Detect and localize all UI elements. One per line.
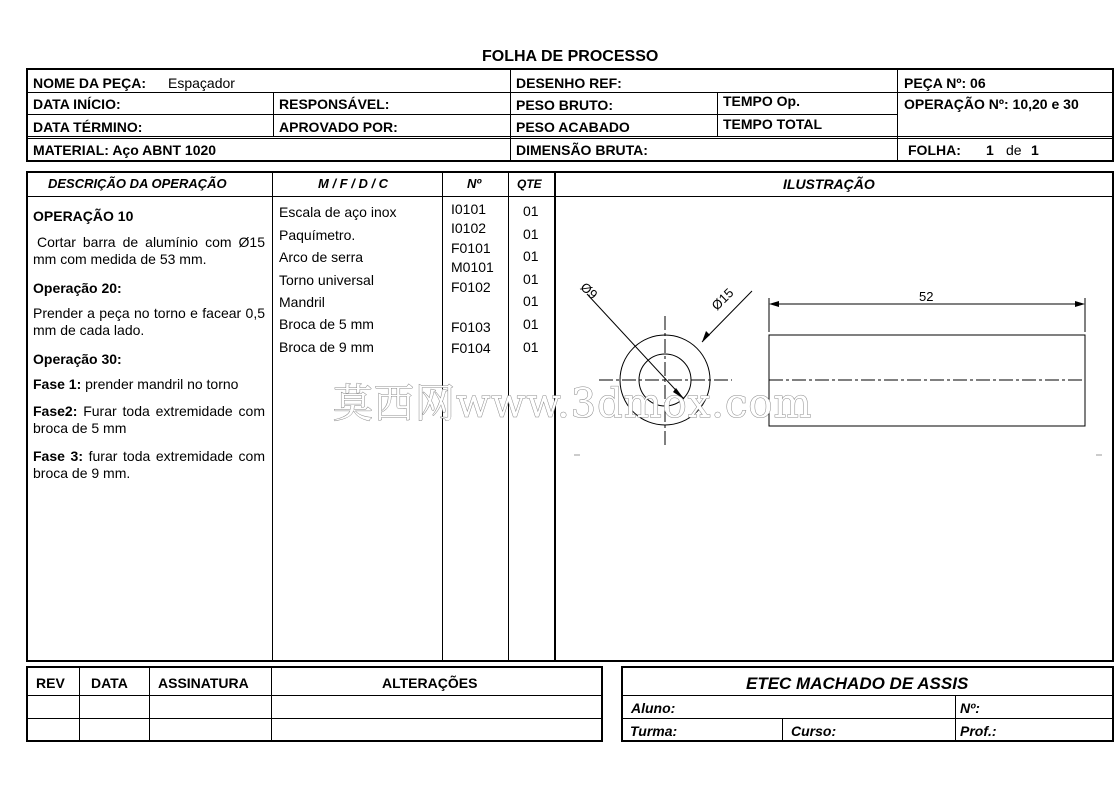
code-item: F0101 xyxy=(451,240,491,256)
nome-peca-value: Espaçador xyxy=(168,75,235,91)
aluno-label: Aluno: xyxy=(631,700,676,716)
turma-label: Turma: xyxy=(630,723,678,739)
prof-label: Prof.: xyxy=(960,723,997,739)
folha-de: de xyxy=(1006,142,1022,158)
rev-col-assinatura: ASSINATURA xyxy=(158,675,249,691)
code-item: M0101 xyxy=(451,259,494,275)
col-header-no: Nº xyxy=(467,176,482,191)
op10-text: Cortar barra de alumínio com Ø15 mm com medida de 53 mm. xyxy=(33,234,265,267)
data-termino-label: DATA TÉRMINO: xyxy=(33,119,143,135)
desenho-ref-label: DESENHO REF: xyxy=(516,75,622,91)
aprovado-por-label: APROVADO POR: xyxy=(279,119,398,135)
tempo-total-label: TEMPO TOTAL xyxy=(723,116,823,132)
responsavel-label: RESPONSÁVEL: xyxy=(279,96,390,112)
dim-outer-label: Ø15 xyxy=(708,285,737,314)
op10-title: OPERAÇÃO 10 xyxy=(33,208,134,224)
fase1-text: Fase 1: prender mandril no torno xyxy=(33,376,239,392)
rev-col-data: DATA xyxy=(91,675,128,691)
fase2-text: Fase2: Furar toda extremidade com broca de 5 mm xyxy=(33,403,265,436)
peca-no-label: PEÇA Nº: 06 xyxy=(904,75,986,91)
tool-item: Escala de aço inox xyxy=(279,204,397,220)
qte-item: 01 xyxy=(523,248,539,264)
operacao-no-label: OPERAÇÃO Nº: 10,20 e 30 xyxy=(904,96,1079,112)
code-item: F0104 xyxy=(451,340,491,356)
code-item: F0102 xyxy=(451,279,491,295)
no-label: Nº: xyxy=(960,700,980,716)
code-item: I0101 xyxy=(451,201,487,217)
material-label: MATERIAL: Aço ABNT 1020 xyxy=(33,142,217,158)
qte-item: 01 xyxy=(523,316,539,332)
qte-item: 01 xyxy=(523,339,539,355)
code-item: F0103 xyxy=(451,319,491,335)
tool-item: Paquímetro. xyxy=(279,227,356,243)
peso-acabado-label: PESO ACABADO xyxy=(516,119,630,135)
col-header-mfdc: M / F / D / C xyxy=(318,176,389,191)
school-name: ETEC MACHADO DE ASSIS xyxy=(746,674,969,693)
page-title: FOLHA DE PROCESSO xyxy=(482,48,659,65)
tool-item: Broca de 9 mm xyxy=(279,339,374,355)
curso-label: Curso: xyxy=(791,723,837,739)
tempo-op-label: TEMPO Op. xyxy=(723,93,800,109)
tool-item: Arco de serra xyxy=(279,249,364,265)
code-item: I0102 xyxy=(451,220,487,236)
rev-col-rev: REV xyxy=(36,675,65,691)
nome-peca-label: NOME DA PEÇA: xyxy=(33,75,147,91)
dimensao-bruta-label: DIMENSÃO BRUTA: xyxy=(516,142,648,158)
op30-title: Operação 30: xyxy=(33,351,122,367)
qte-item: 01 xyxy=(523,271,539,287)
data-inicio-label: DATA INÍCIO: xyxy=(33,96,121,112)
folha-num: 1 xyxy=(986,142,994,158)
op20-title: Operação 20: xyxy=(33,280,122,296)
folha-label: FOLHA: xyxy=(908,142,961,158)
col-header-descricao: DESCRIÇÃO DA OPERAÇÃO xyxy=(48,176,227,191)
watermark: 莫西网www.3dmox.com xyxy=(333,381,813,427)
rev-col-alteracoes: ALTERAÇÕES xyxy=(382,675,478,691)
dim-inner-label: Ø9 xyxy=(577,279,601,303)
tool-item: Broca de 5 mm xyxy=(279,316,374,332)
qte-item: 01 xyxy=(523,203,539,219)
qte-item: 01 xyxy=(523,226,539,242)
peso-bruto-label: PESO BRUTO: xyxy=(516,97,613,113)
dim-length-label: 52 xyxy=(919,289,934,304)
technical-drawing xyxy=(557,198,1112,660)
col-header-ilustracao: ILUSTRAÇÃO xyxy=(783,176,875,192)
col-header-qte: QTE xyxy=(517,177,542,191)
tool-item: Torno universal xyxy=(279,272,374,288)
tool-item: Mandril xyxy=(279,294,325,310)
qte-item: 01 xyxy=(523,293,539,309)
op20-text: Prender a peça no torno e facear 0,5 mm de cada lado. xyxy=(33,305,265,338)
fase3-text: Fase 3: furar toda extremidade com broca de 9 mm. xyxy=(33,448,265,481)
folha-total: 1 xyxy=(1031,142,1039,158)
